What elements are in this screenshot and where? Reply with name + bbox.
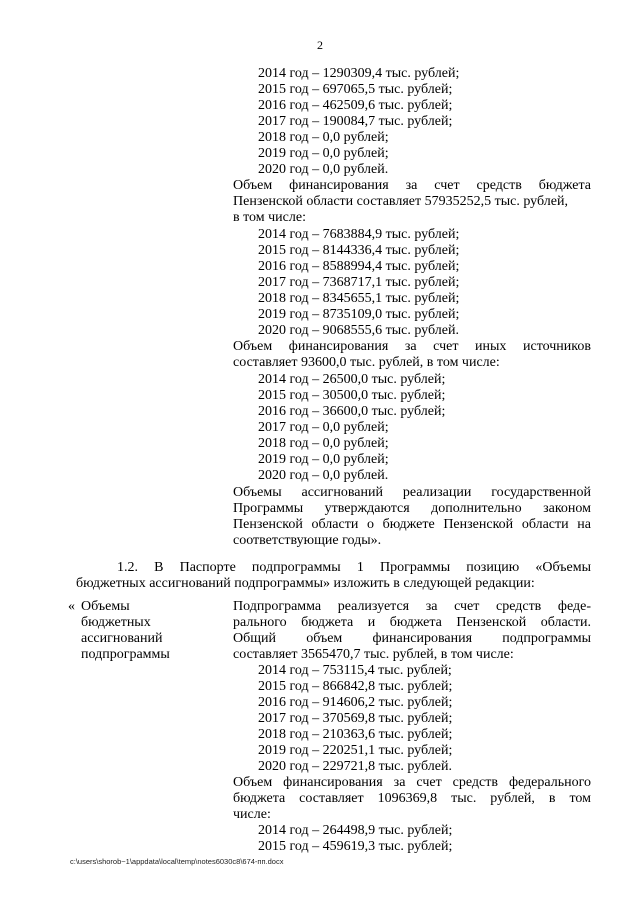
year-line: 2016 год – 8588994,4 тыс. рублей; <box>258 259 460 274</box>
paragraph-line: бюджета составляет 1096369,8 тыс. рублей, в том <box>233 791 591 806</box>
year-line: 2014 год – 26500,0 тыс. рублей; <box>258 372 446 387</box>
paragraph-line: Объем финансирования за счет иных источников <box>233 339 591 354</box>
table-left-cell-line: подпрограммы <box>81 647 170 662</box>
year-line: 2019 год – 8735109,0 тыс. рублей; <box>258 307 460 322</box>
year-line: 2017 год – 0,0 рублей; <box>258 420 389 435</box>
paragraph-line: Объем финансирования за счет средств бюджета <box>233 178 591 193</box>
footer-file-path: c:\users\shorob~1\appdata\local\temp\notes6030c8\674-пп.docx <box>70 857 284 866</box>
paragraph-line: Объемы ассигнований реализации государственной <box>233 485 591 500</box>
year-line: 2020 год – 229721,8 тыс. рублей. <box>258 759 452 774</box>
year-line: 2014 год – 753115,4 тыс. рублей; <box>258 663 452 678</box>
year-line: 2018 год – 0,0 рублей; <box>258 436 389 451</box>
paragraph-line: составляет 93600,0 тыс. рублей, в том числе: <box>233 355 500 370</box>
opening-quote-mark: « <box>68 599 75 614</box>
year-line: 2020 год – 0,0 рублей. <box>258 468 389 483</box>
year-line: 2015 год – 866842,8 тыс. рублей; <box>258 679 453 694</box>
paragraph-line: Объем финансирования за счет средств федерального <box>233 775 591 790</box>
paragraph-line: Общий объем финансирования подпрограммы <box>233 631 591 646</box>
year-line: 2016 год – 36600,0 тыс. рублей; <box>258 404 446 419</box>
paragraph-line: в том числе: <box>233 210 306 225</box>
year-line: 2018 год – 0,0 рублей; <box>258 130 389 145</box>
year-line: 2019 год – 220251,1 тыс. рублей; <box>258 743 453 758</box>
year-line: 2016 год – 462509,6 тыс. рублей; <box>258 98 453 113</box>
year-line: 2014 год – 264498,9 тыс. рублей; <box>258 823 453 838</box>
paragraph-line: Пензенской области составляет 57935252,5 тыс. рублей, <box>233 194 568 209</box>
year-line: 2015 год – 459619,3 тыс. рублей; <box>258 839 453 854</box>
year-line: 2017 год – 7368717,1 тыс. рублей; <box>258 275 460 290</box>
year-line: 2020 год – 0,0 рублей. <box>258 162 389 177</box>
paragraph-line: рального бюджета и бюджета Пензенской области. <box>233 615 591 630</box>
section-heading-line: 1.2. В Паспорте подпрограммы 1 Программы позицию «Объемы <box>117 560 591 575</box>
year-line: 2015 год – 8144336,4 тыс. рублей; <box>258 243 460 258</box>
year-line: 2015 год – 30500,0 тыс. рублей; <box>258 388 446 403</box>
paragraph-line: Подпрограмма реализуется за счет средств феде- <box>233 599 591 614</box>
table-left-cell-line: бюджетных <box>81 615 151 630</box>
paragraph-line: Пензенской области о бюджете Пензенской области на <box>233 517 591 532</box>
year-line: 2014 год – 1290309,4 тыс. рублей; <box>258 66 460 81</box>
year-line: 2020 год – 9068555,6 тыс. рублей. <box>258 323 459 338</box>
paragraph-line: составляет 3565470,7 тыс. рублей, в том числе: <box>233 647 514 662</box>
paragraph-line: соответствующие годы». <box>233 533 382 548</box>
year-line: 2016 год – 914606,2 тыс. рублей; <box>258 695 453 710</box>
page-number: 2 <box>317 38 323 52</box>
year-line: 2019 год – 0,0 рублей; <box>258 452 389 467</box>
section-heading-line: бюджетных ассигнований подпрограммы» изложить в следующей редакции: <box>76 576 535 591</box>
table-left-cell-line: ассигнований <box>81 631 163 646</box>
year-line: 2018 год – 8345655,1 тыс. рублей; <box>258 291 460 306</box>
year-line: 2019 год – 0,0 рублей; <box>258 146 389 161</box>
year-line: 2018 год – 210363,6 тыс. рублей; <box>258 727 453 742</box>
year-line: 2017 год – 370569,8 тыс. рублей; <box>258 711 453 726</box>
year-line: 2014 год – 7683884,9 тыс. рублей; <box>258 227 460 242</box>
year-line: 2017 год – 190084,7 тыс. рублей; <box>258 114 453 129</box>
year-line: 2015 год – 697065,5 тыс. рублей; <box>258 82 453 97</box>
paragraph-line: Программы утверждаются дополнительно законом <box>233 501 591 516</box>
table-left-cell-line: Объемы <box>81 599 130 614</box>
paragraph-line: числе: <box>233 807 271 822</box>
